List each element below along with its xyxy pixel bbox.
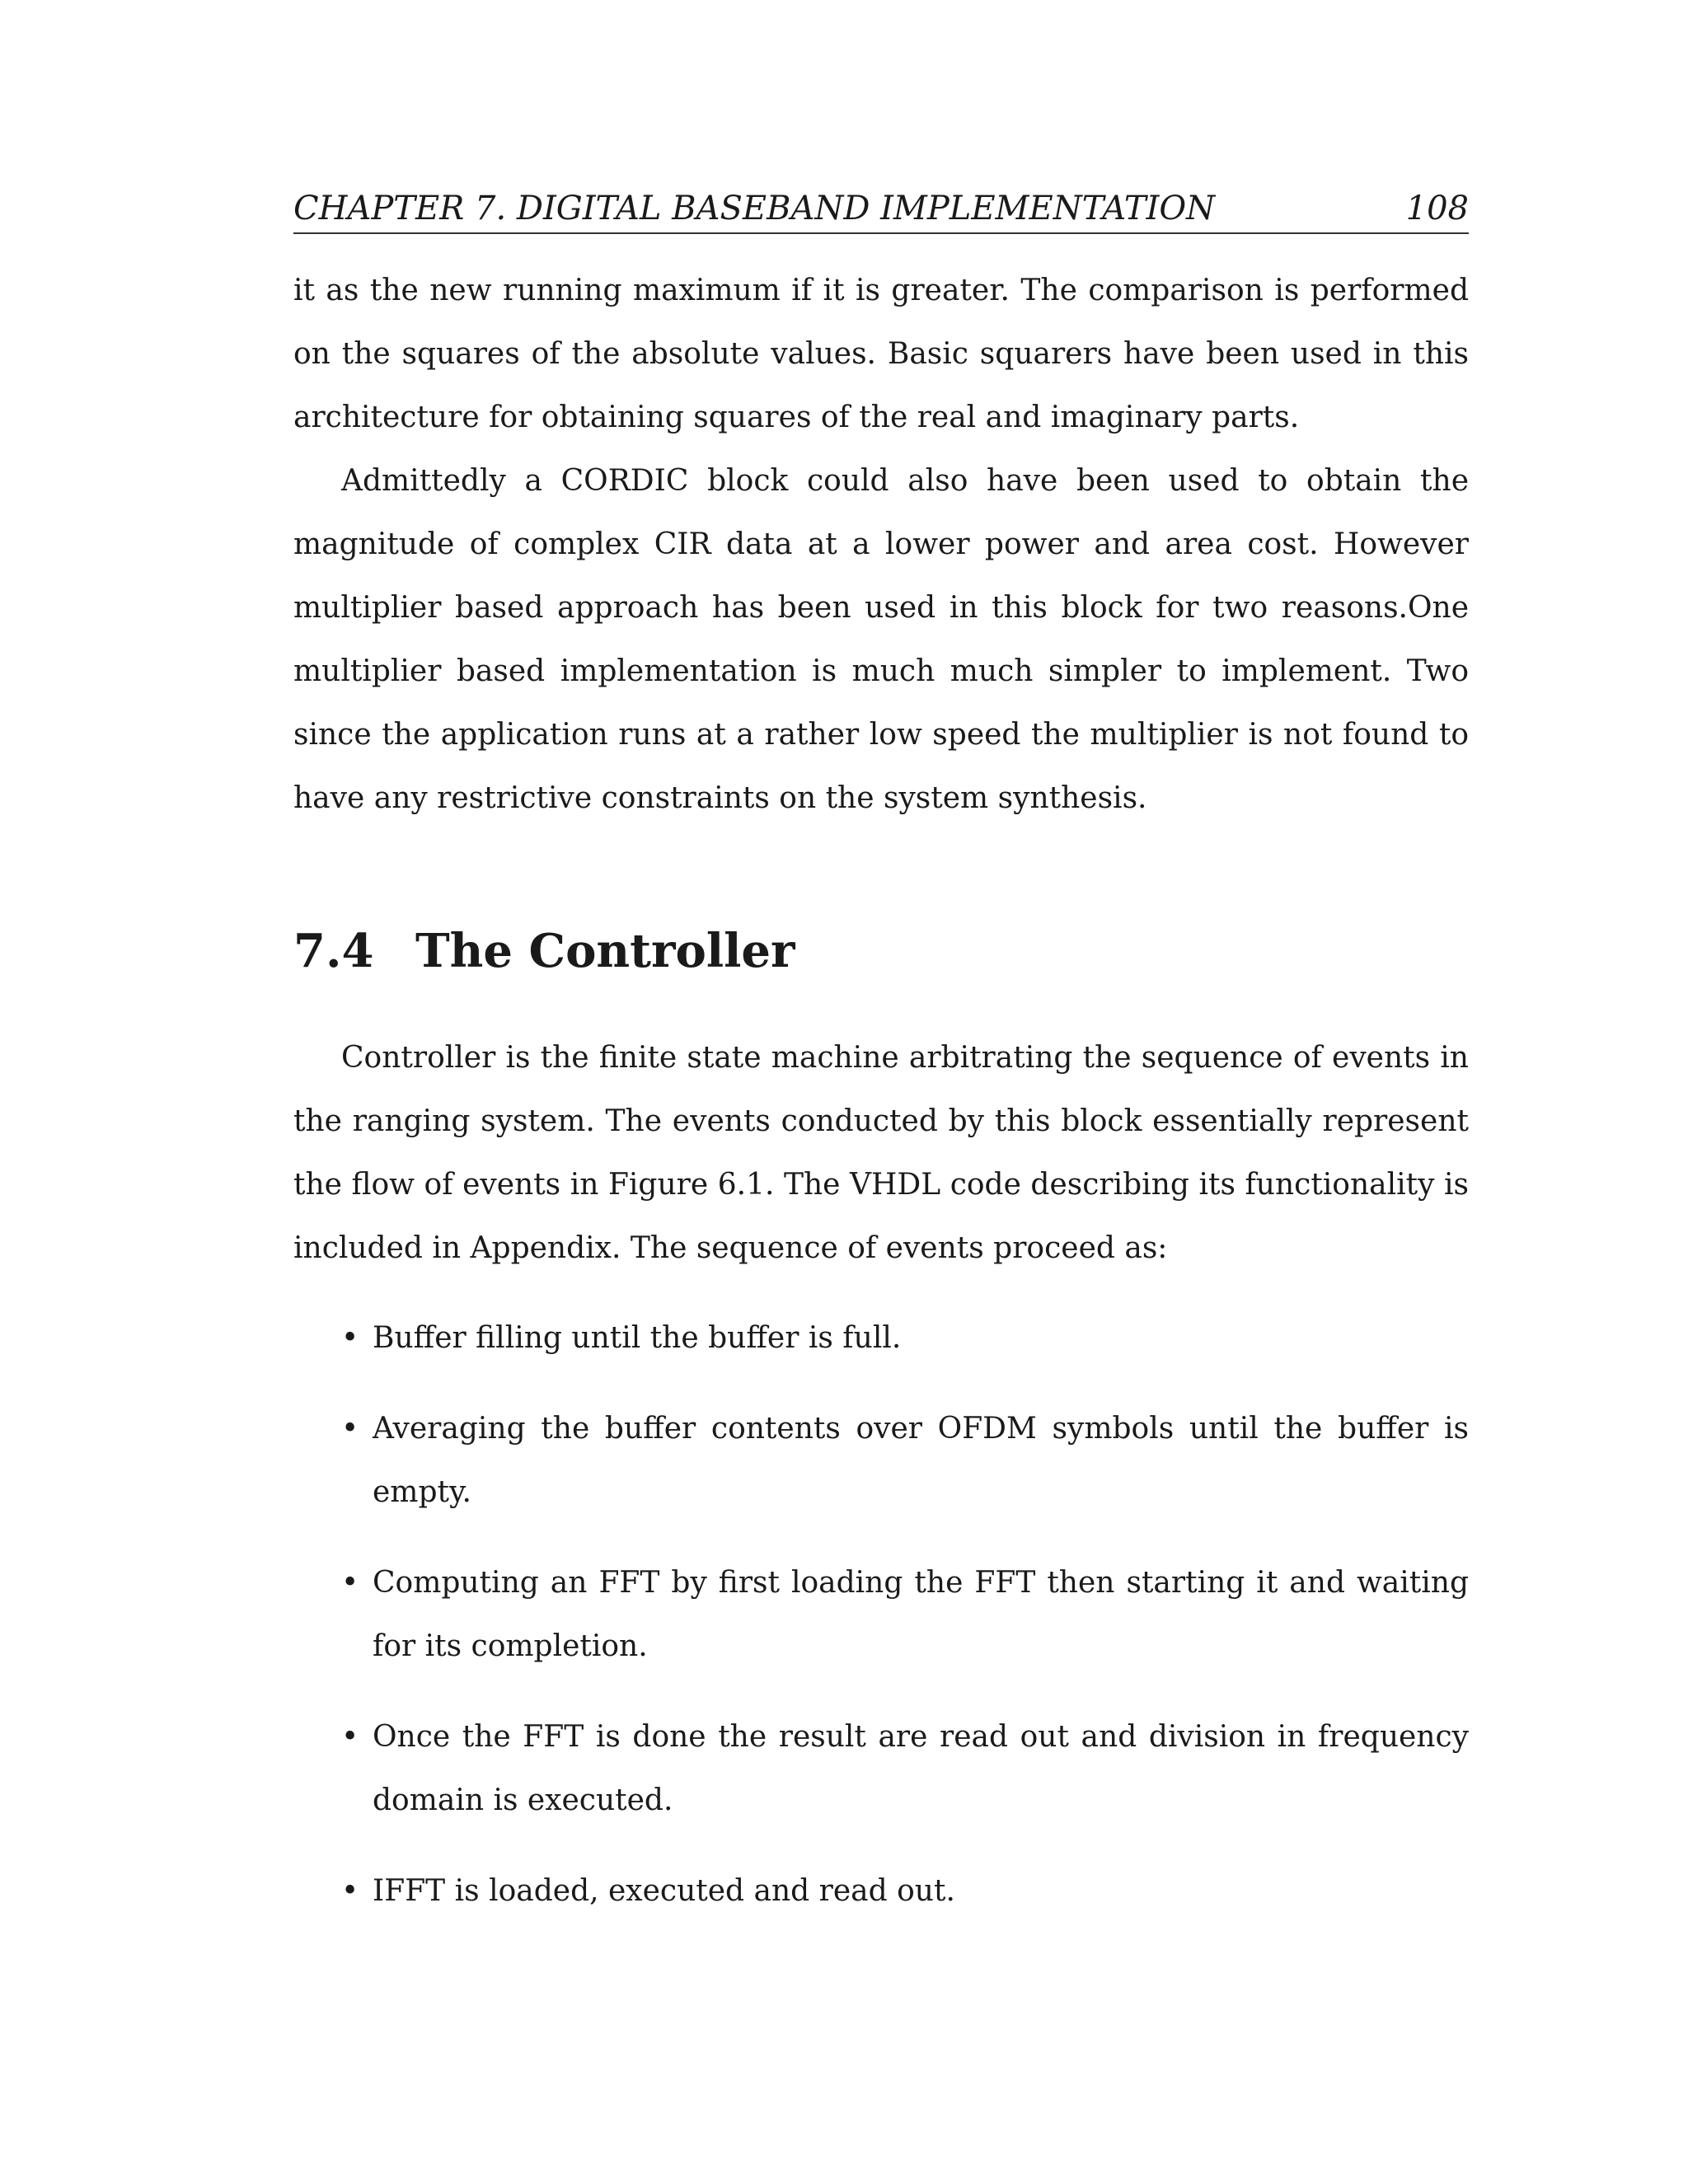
- document-page: [293, 188, 1469, 1950]
- list-item-text: Averaging the buffer contents over OFDM symbols until the buffer is empty.: [373, 1412, 1469, 1509]
- chapter-title: CHAPTER 7. DIGITAL BASEBAND IMPLEMENTATION: [293, 190, 1216, 227]
- running-header: [293, 188, 1469, 234]
- page-number: 108: [1405, 190, 1469, 227]
- bullet-icon: •: [341, 1720, 359, 1754]
- list-item-text: Once the FFT is done the result are read out and division in frequency domain is executed.: [373, 1720, 1469, 1817]
- section-title: The Controller: [415, 924, 795, 978]
- list-item: [293, 1551, 1469, 1678]
- list-item: [293, 1306, 1469, 1370]
- paragraph-running-maximum: it as the new running maximum if it is greater. The comparison is performed on the squares of the absolute values. Basic squarers have been used in this architecture for obtaining squares of the real and imaginary parts.: [293, 274, 1469, 434]
- list-item-text: Computing an FFT by first loading the FFT then starting it and waiting for its completion.: [373, 1566, 1469, 1663]
- paragraph-cordic: Admittedly a CORDIC block could also have been used to obtain the magnitude of complex CIR data at a lower power and area cost. However multiplier based approach has been used in this block for two reasons.One multiplier based implementation is much much simpler to implement. Two since the application runs at a rather low speed the multiplier is not found to have any restrictive constraints on the system synthesis.: [293, 464, 1469, 815]
- section-heading: [293, 922, 1469, 980]
- bullet-icon: •: [341, 1566, 359, 1600]
- bullet-icon: •: [341, 1874, 359, 1908]
- list-item: [293, 1705, 1469, 1832]
- list-item: [293, 1397, 1469, 1524]
- bullet-icon: •: [341, 1412, 359, 1446]
- event-sequence-list: [293, 1306, 1469, 1923]
- bullet-icon: •: [341, 1321, 359, 1355]
- list-item: [293, 1859, 1469, 1923]
- list-item-text: IFFT is loaded, executed and read out.: [373, 1874, 955, 1908]
- list-item-text: Buffer filling until the buffer is full.: [373, 1321, 902, 1355]
- section-number: 7.4: [293, 924, 374, 978]
- paragraph-controller-intro: Controller is the finite state machine arbitrating the sequence of events in the ranging system. The events conducted by this block essentially represent the flow of events in Figure 6.1. The VHDL code describing its functionality is included in Appendix. The sequence of events proceed as:: [293, 1041, 1469, 1265]
